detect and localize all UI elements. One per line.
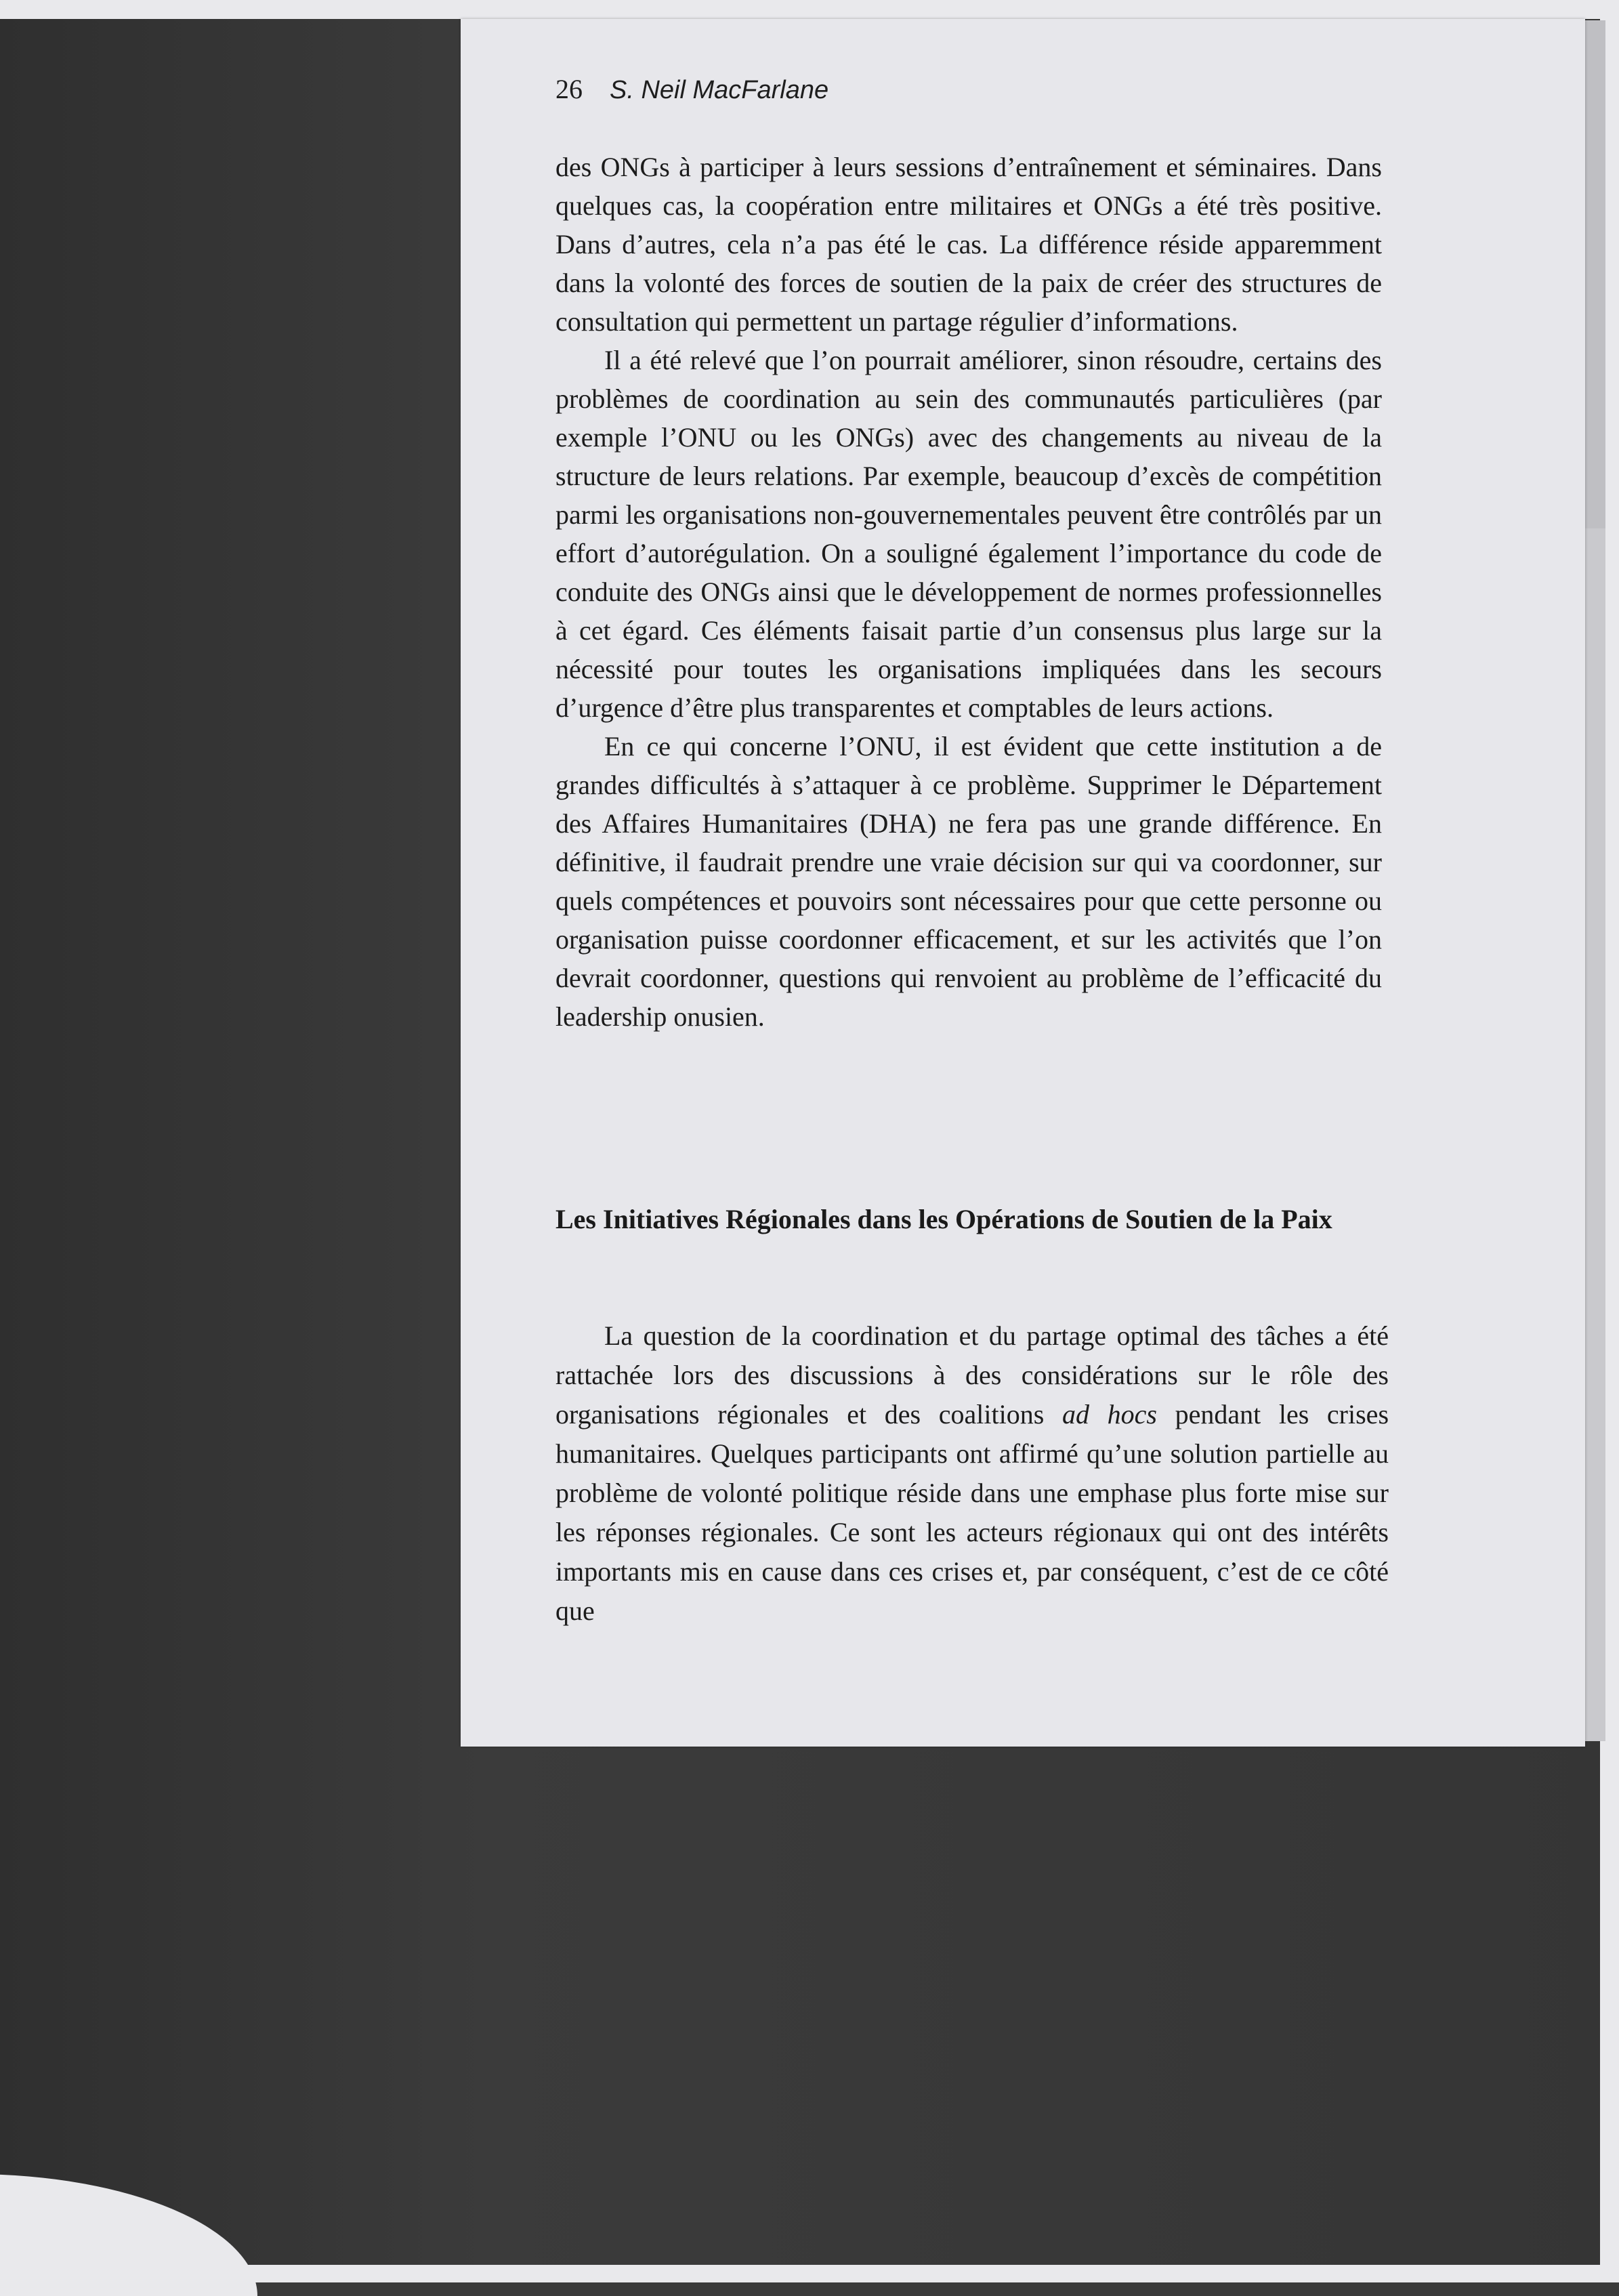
paragraph: En ce qui concerne l’ONU, il est évident que cette institution a de grandes difficultés à s’attaquer à ce problème. Supprimer le Département des Affaires Humanitaires (DHA) ne fera pas une grande différence. En définitive, il faudrait prendre une vraie décision sur qui va coordonner, sur quels compétences et pouvoirs sont nécessaires pour que cette personne ou organisation puisse coordonner efficacement, et sur les activités que l’on devrait coordonner, questions qui renvoient au problème de l’efficacité du leadership onusien. bbox=[555, 731, 1382, 1032]
italic-term: ad hocs bbox=[1061, 1399, 1157, 1429]
section-body-text bbox=[555, 1316, 1389, 1631]
paragraph-text: pendant les crises humanitaires. Quelques participants ont affirmé qu’une solution partielle au problème de volonté politique réside dans une emphase plus forte mise sur les réponses régionales. Ce sont les acteurs régionaux qui ont des intérêts importants mis en cause dans ces crises et, par conséquent, c’est de ce côté que bbox=[555, 1399, 1389, 1626]
paragraph: Il a été relevé que l’on pourrait améliorer, sinon résoudre, certains des problèmes de coordination au sein des communautés particulières (par exemple l’ONU ou les ONGs) avec des changements au niveau de la structure de leurs relations. Par exemple, beaucoup d’excès de compétition parmi les organisations non-gouvernementales peuvent être contrôlés par un effort d’autorégulation. On a souligné également l’importance du code de conduite des ONGs ainsi que le développement de normes professionnelles à cet égard. Ces éléments faisait partie d’un consensus plus large sur la nécessité pour toutes les organisations impliquées dans les secours d’urgence d’être plus transparentes et comptables de leurs actions. bbox=[555, 345, 1382, 723]
section-heading: Les Initiatives Régionales dans les Opérations de Soutien de la Paix bbox=[555, 1204, 1332, 1234]
body-text bbox=[555, 148, 1382, 1036]
document-page bbox=[461, 19, 1585, 1747]
scan-top-edge bbox=[0, 0, 1619, 19]
paragraph bbox=[555, 1316, 1389, 1631]
page-number: 26 bbox=[555, 74, 583, 104]
paragraph-text: La question de la coordination et du partage optimal des tâches a été rattachée lors des discussions à des considérations sur le rôle des organisations régionales et des coalitions bbox=[555, 1320, 1389, 1429]
running-head-author: S. Neil MacFarlane bbox=[610, 76, 829, 104]
paragraph: des ONGs à participer à leurs sessions d’entraînement et séminaires. Dans quelques cas, la coopération entre militaires et ONGs a été très positive. Dans d’autres, cela n’a pas été le cas. La différence réside apparemment dans la volonté des forces de soutien de la paix de créer des structures de consultation qui permettent un partage régulier d’informations. bbox=[555, 152, 1382, 337]
running-head bbox=[555, 73, 828, 105]
